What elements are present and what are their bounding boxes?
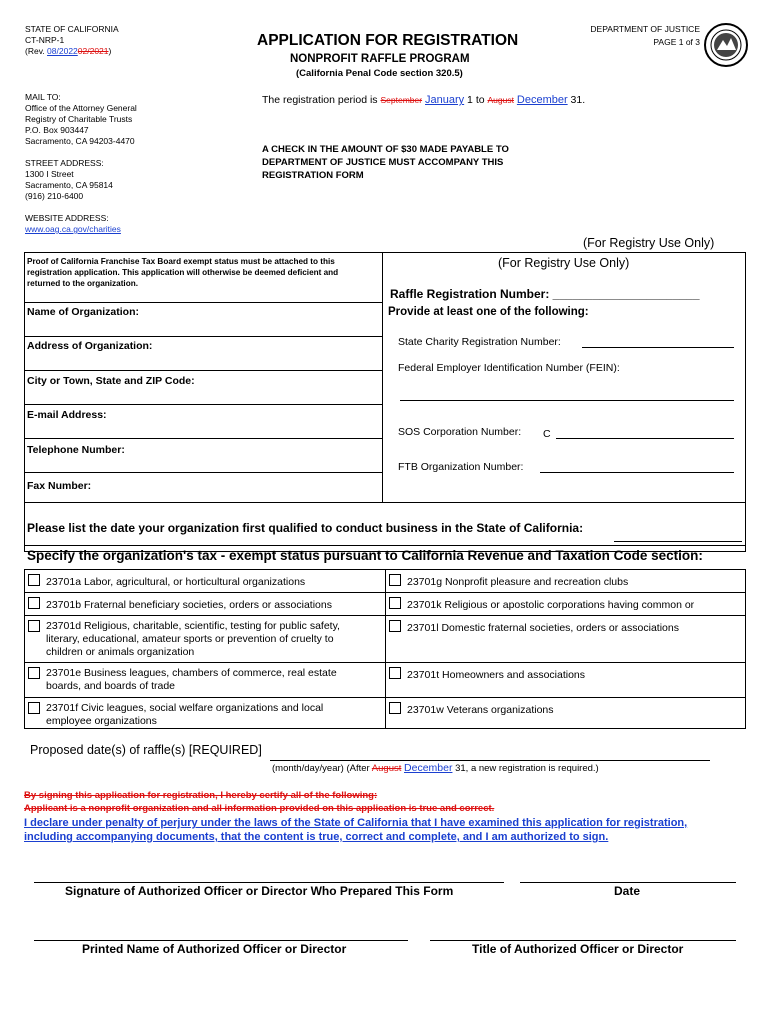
website-link[interactable]: www.oag.ca.gov/charities bbox=[25, 224, 121, 234]
certify-old bbox=[24, 790, 494, 815]
proof-line: Proof of California Franchise Tax Board exempt status must be attached to this bbox=[27, 257, 335, 266]
checkbox[interactable] bbox=[28, 702, 40, 714]
tax-option-23701t[interactable]: 23701t Homeowners and associations bbox=[389, 667, 744, 682]
agency-left bbox=[25, 24, 119, 57]
form-title: APPLICATION FOR REGISTRATION bbox=[257, 32, 519, 49]
tax-option-23701d[interactable]: 23701d Religious, charitable, scientific, testing for public safety, literary, educational, amateur sports or prevention of cruelty to children or animals organization bbox=[28, 620, 368, 659]
vertical-divider bbox=[382, 252, 383, 502]
org-name-field[interactable]: Name of Organization: bbox=[27, 306, 140, 318]
checkbox[interactable] bbox=[28, 620, 40, 632]
title-label: Title of Authorized Officer or Director bbox=[472, 942, 684, 956]
period-old-end: August bbox=[487, 95, 514, 105]
date-label: Date bbox=[614, 884, 641, 898]
registration-period bbox=[262, 94, 585, 106]
date-line[interactable] bbox=[520, 882, 736, 883]
certify-new-line: including accompanying documents, that the content is true, correct and complete, and I am authorized to sign. bbox=[24, 831, 609, 843]
checkbox[interactable] bbox=[389, 667, 401, 679]
table-row-line bbox=[24, 662, 746, 663]
checkbox[interactable] bbox=[389, 574, 401, 586]
penal-code: (California Penal Code section 320.5) bbox=[296, 68, 463, 79]
rev-new: 08/2022 bbox=[47, 46, 78, 56]
check-line: REGISTRATION FORM bbox=[262, 170, 364, 181]
street-line: Sacramento, CA 95814 bbox=[25, 180, 113, 190]
mail-line: Sacramento, CA 94203-4470 bbox=[25, 136, 135, 146]
registry-use-label-2: (For Registry Use Only) bbox=[498, 256, 630, 270]
printed-name-label: Printed Name of Authorized Officer or Director bbox=[82, 942, 347, 956]
mail-line: Registry of Charitable Trusts bbox=[25, 114, 133, 124]
hline bbox=[24, 545, 746, 546]
state-charity-label: State Charity Registration Number: bbox=[398, 336, 561, 348]
mail-to-block bbox=[25, 92, 137, 235]
provide-label: Provide at least one of the following: bbox=[388, 306, 589, 318]
note-new: December bbox=[404, 762, 453, 774]
signature-line[interactable] bbox=[34, 882, 504, 883]
note-old: August bbox=[371, 763, 402, 774]
title-line[interactable] bbox=[430, 940, 736, 941]
org-address-field[interactable]: Address of Organization: bbox=[27, 340, 153, 352]
tax-option-23701k[interactable]: 23701k Religious or apostolic corporations having common or bbox=[389, 597, 744, 612]
sos-input[interactable] bbox=[556, 438, 734, 439]
hline bbox=[24, 502, 746, 503]
proof-notice bbox=[27, 256, 338, 289]
dept-block bbox=[590, 24, 700, 48]
qualified-date-label: Please list the date your organization first qualified to conduct business in the State of California: bbox=[27, 521, 584, 535]
checkbox[interactable] bbox=[389, 620, 401, 632]
period-suffix: 31. bbox=[567, 94, 586, 106]
hline bbox=[24, 438, 382, 439]
telephone-field[interactable]: Telephone Number: bbox=[27, 444, 125, 456]
street-label: STREET ADDRESS: bbox=[25, 158, 104, 168]
revision-date bbox=[25, 46, 119, 57]
note-suffix: 31, a new registration is required.) bbox=[452, 763, 599, 774]
checkbox[interactable] bbox=[28, 667, 40, 679]
check-line: A CHECK IN THE AMOUNT OF $30 MADE PAYABLE TO bbox=[262, 144, 509, 155]
checkbox[interactable] bbox=[389, 702, 401, 714]
period-new-end: December bbox=[516, 94, 568, 106]
hline bbox=[24, 370, 382, 371]
qualified-date-input[interactable] bbox=[614, 541, 742, 542]
fax-field[interactable]: Fax Number: bbox=[27, 480, 92, 492]
period-new-start: January bbox=[425, 94, 465, 106]
certify-old-line: Applicant is a nonprofit organization and all information provided on this application is true and correct. bbox=[24, 802, 495, 814]
proof-line: returned to the organization. bbox=[27, 279, 138, 288]
checkbox[interactable] bbox=[389, 597, 401, 609]
signature-label: Signature of Authorized Officer or Director Who Prepared This Form bbox=[65, 884, 454, 898]
check-line: DEPARTMENT OF JUSTICE MUST ACCOMPANY THIS bbox=[262, 157, 504, 168]
mail-label: MAIL TO: bbox=[25, 92, 61, 102]
tax-option-23701l[interactable]: 23701l Domestic fraternal societies, orders or associations bbox=[389, 620, 744, 635]
tax-status-label: Specify the organization's tax - exempt status pursuant to California Revenue and Taxation Code section: bbox=[27, 548, 703, 563]
period-mid: 1 to bbox=[464, 94, 488, 106]
table-divider bbox=[385, 569, 386, 729]
ftb-input[interactable] bbox=[540, 472, 734, 473]
tax-option-23701w[interactable]: 23701w Veterans organizations bbox=[389, 702, 744, 717]
raffle-dates-label: Proposed date(s) of raffle(s) [REQUIRED] bbox=[30, 743, 262, 757]
table-row-line bbox=[24, 697, 746, 698]
table-row-line bbox=[24, 592, 746, 593]
sos-prefix: C bbox=[543, 428, 551, 440]
website-label: WEBSITE ADDRESS: bbox=[25, 213, 109, 223]
tax-option-23701a[interactable]: 23701a Labor, agricultural, or horticultural organizations bbox=[28, 574, 380, 589]
tax-option-23701g[interactable]: 23701g Nonprofit pleasure and recreation clubs bbox=[389, 574, 744, 589]
ftb-label: FTB Organization Number: bbox=[398, 461, 524, 473]
checkbox[interactable] bbox=[28, 597, 40, 609]
certify-new-line: I declare under penalty of perjury under the laws of the State of California that I have examined this application for registration, bbox=[24, 817, 688, 829]
table-row-line bbox=[24, 615, 746, 616]
hline bbox=[24, 336, 382, 337]
mail-line: P.O. Box 903447 bbox=[25, 125, 89, 135]
email-field[interactable]: E-mail Address: bbox=[27, 409, 107, 421]
state-seal-icon bbox=[703, 22, 749, 68]
raffle-dates-input[interactable] bbox=[270, 760, 710, 761]
city-state-zip-field[interactable]: City or Town, State and ZIP Code: bbox=[27, 375, 195, 387]
sos-label: SOS Corporation Number: bbox=[398, 426, 522, 438]
raffle-registration-number[interactable]: Raffle Registration Number: ______________________ bbox=[390, 287, 700, 301]
agency-line: STATE OF CALIFORNIA bbox=[25, 24, 119, 34]
fein-label: Federal Employer Identification Number (FEIN): bbox=[398, 362, 620, 374]
tax-option-23701b[interactable]: 23701b Fraternal beneficiary societies, orders or associations bbox=[28, 597, 380, 612]
street-line: (916) 210-6400 bbox=[25, 191, 84, 201]
checkbox[interactable] bbox=[28, 574, 40, 586]
hline bbox=[24, 404, 382, 405]
period-prefix: The registration period is bbox=[262, 94, 381, 106]
fein-input[interactable] bbox=[400, 400, 734, 401]
dept-name: DEPARTMENT OF JUSTICE bbox=[590, 24, 700, 34]
rev-prefix: (Rev. bbox=[25, 46, 48, 56]
certify-old-line: By signing this application for registration, I hereby certify all of the following: bbox=[24, 790, 378, 801]
tax-option-23701e[interactable]: 23701e Business leagues, chambers of commerce, real estate boards, and boards of trade bbox=[28, 667, 368, 693]
tax-option-23701f[interactable]: 23701f Civic leagues, social welfare organizations and local employee organizations bbox=[28, 702, 368, 728]
state-charity-input[interactable] bbox=[582, 347, 734, 348]
hline bbox=[24, 472, 382, 473]
form-subtitle: NONPROFIT RAFFLE PROGRAM bbox=[290, 53, 470, 65]
proof-line: registration application. This application will otherwise be deemed deficient and bbox=[27, 268, 339, 277]
note-prefix: (month/day/year) (After bbox=[272, 763, 372, 774]
check-notice bbox=[262, 143, 509, 182]
form-number: CT-NRP-1 bbox=[25, 35, 65, 45]
mail-line: Office of the Attorney General bbox=[25, 103, 137, 113]
raffle-dates-note bbox=[272, 762, 599, 774]
printed-name-line[interactable] bbox=[34, 940, 408, 941]
rev-old: 02/2021 bbox=[77, 46, 109, 56]
certify-new bbox=[24, 816, 687, 844]
rev-suffix: ) bbox=[108, 46, 112, 56]
page-number: PAGE 1 of 3 bbox=[653, 37, 700, 47]
street-line: 1300 I Street bbox=[25, 169, 74, 179]
registry-use-label: (For Registry Use Only) bbox=[583, 236, 715, 250]
period-old-start: September bbox=[380, 95, 423, 105]
hline bbox=[24, 302, 382, 303]
